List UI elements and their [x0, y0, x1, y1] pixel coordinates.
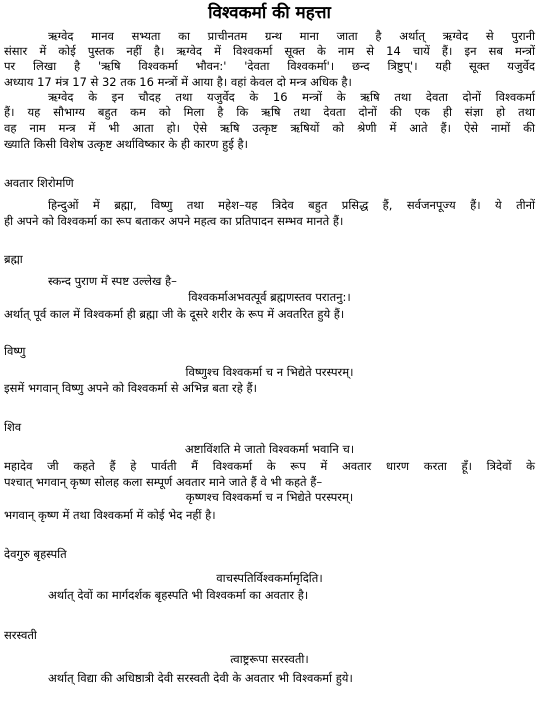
saraswati-line: अर्थात् विद्या की अधिष्ठात्री देवी सरस्वती देवी के अवतार भी विश्वकर्मा हुये। — [48, 671, 353, 685]
shiva-verse: कृष्णश्च विश्वकर्मा च न भिद्येते परस्परम्। — [185, 490, 354, 504]
intro-line: वह नाम मन्त्र में भी आता हो। ऐसे ऋषि उत्कृष्ट ऋषियों को श्रेणी में आते हैं। ऐसे नामों की — [4, 121, 535, 135]
intro-line: ऋग्वेद के इन चौदह तथा यजुर्वेद के 16 मन्त्रों के ऋषि तथा देवता दोनों विश्वकर्मा — [48, 90, 535, 104]
vishnu-verse: विष्णुश्च विश्वकर्मा च न भिद्येते परस्परम्। — [185, 365, 354, 379]
shiva-line: महादेव जी कहते हैं हे पार्वती मैं विश्वकर्मा के रूप में अवतार धारण करता हूँ। त्रिदेवों के — [4, 459, 535, 473]
intro-line: पर लिखा है 'ऋषि विश्वकर्मा भौवन:' 'देवता विश्वकर्मा'। छन्द त्रिष्टुप्'। यही सूक्त यजुर्वेद — [4, 59, 535, 73]
section-heading-saraswati: सरस्वती — [4, 628, 37, 642]
shiva-line: पश्चात् भगवान् कृष्ण सोलह कला सम्पूर्ण अवतार माने जाते हैं वे भी कहते हैं– — [4, 475, 323, 489]
brahma-line: स्कन्द पुराण में स्पष्ट उल्लेख है– — [48, 274, 177, 288]
avatar-line: हिन्दुओं में ब्रह्मा, विष्णु तथा महेश–यह त्रिदेव बहुत प्रसिद्ध हैं, सर्वजनपूज्य हैं। ये तीनों — [48, 198, 535, 212]
saraswati-verse: त्वाष्ट्ररूपा सरस्वती। — [230, 652, 309, 666]
section-heading-avatar: अवतार शिरोमणि — [4, 176, 74, 190]
intro-line: हैं। यह सौभाग्य बहुत कम को मिला है कि ऋषि तथा देवता दोनों की एक ही संज्ञा हो तथा — [4, 105, 535, 119]
intro-line: संसार में कोई पुस्तक नहीं है। ऋग्वेद में विश्वकर्मा सूक्त के नाम से 14 चायें हैं। इन सब मन्त्रों — [4, 44, 535, 58]
brahma-verse: विश्वकर्माअभवत्पूर्व ब्रह्मणस्तव परातनु:। — [188, 290, 351, 304]
vishnu-line: इसमें भगवान् विष्णु अपने को विश्वकर्मा से अभिन्न बता रहे हैं। — [4, 381, 257, 395]
intro-line: ऋग्वेद मानव सभ्यता का प्राचीनतम ग्रन्थ माना जाता है अर्थात् ऋग्वेद से पुरानी — [48, 29, 535, 43]
intro-line: अध्याय 17 मंत्र 17 से 32 तक 16 मन्त्रों में आया है। वहां केवल दो मन्त्र अधिक है। — [4, 75, 352, 89]
section-heading-brihaspati: देवगुरु बृहस्पति — [4, 547, 67, 561]
section-heading-shiva: शिव — [4, 420, 22, 434]
page-title: विश्वकर्मा की महत्ता — [208, 3, 331, 23]
avatar-line: ही अपने को विश्वकर्मा का रूप बताकर अपने महत्व का प्रतिपादन सम्भव मानते हैं। — [4, 214, 344, 228]
brahma-line: अर्थात् पूर्व काल में विश्वकर्मा ही ब्रह्मा जी के दूसरे शरीर के रूप में अवतरित हुये हैं। — [4, 307, 345, 321]
intro-line: ख्याति किसी विशेष उत्कृष्ट अर्थाविष्कार के ही कारण हुई है। — [4, 137, 248, 151]
shiva-verse: अष्टाविंशति मे जातो विश्वकर्मा भवानि च। — [184, 442, 355, 456]
section-heading-vishnu: विष्णु — [4, 344, 26, 358]
section-heading-brahma: ब्रह्मा — [4, 252, 23, 266]
brihaspati-verse: वाचस्पतिर्विश्वकर्मामृदिति। — [216, 571, 323, 585]
brihaspati-line: अर्थात् देवों का मार्गदर्शक बृहस्पति भी विश्वकर्मा का अवतार है। — [48, 588, 309, 602]
shiva-line: भगवान् कृष्ण में तथा विश्वकर्मा में कोई भेद नहीं है। — [4, 508, 216, 522]
